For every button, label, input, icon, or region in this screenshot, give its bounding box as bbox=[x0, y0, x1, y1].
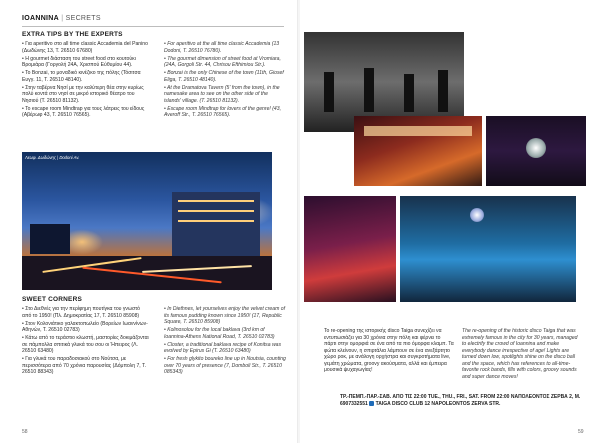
header-section: SECRETS bbox=[65, 15, 101, 22]
sweet-en: • Kolinosolou for the local baklava (3rd km of Ioannina-Athens National Road, T. 26510 02783) bbox=[164, 327, 275, 340]
silhouette bbox=[438, 70, 448, 112]
club-hall-photo bbox=[400, 196, 576, 302]
ad-paragraph-en: The re-opening of the historic disco Taiga that was extremely famous in the city for 30 years, managed to electrify the crowd of Ioannina and make everybody dance irrespective of age! Lights are turned down low, spotlights shine on the disco ball and the space, which has references to all-time-favorite rock bands, fills with colors, groovy sounds and super dance moves! bbox=[462, 328, 578, 380]
tip-gr: • Για aperitivo στο all time classic Accademia del Panino (Δωδώνης 13, Τ. 26510 67680) bbox=[22, 41, 148, 54]
stage-photo bbox=[486, 116, 586, 186]
sweet-gr: • Στον Κολονιάτικο γαλακτοπωλείο (Βορείων Ιωαννίνων-Αθηνών, Τ. 26510 02783) bbox=[22, 320, 148, 334]
photo-caption: Λεωφ. Δωδώνης | Dodoni Av. bbox=[25, 155, 80, 160]
right-page bbox=[300, 0, 600, 443]
sweet-gr: • Για γλυκά του παραδοσιακού στο Νούτσα, με περισσότερα από 70 χρόνια παρουσίας (Δόμπολη 7, Τ. 26510 88343) bbox=[22, 356, 147, 376]
silhouette bbox=[324, 72, 334, 112]
tips-greek-column bbox=[22, 41, 150, 120]
disco-ball bbox=[526, 138, 546, 158]
tip-en: • The gourmet dimension of street food at Vromiara, (24A, Gorgoli Str. 44, Chrisou Efthimiou Str.). bbox=[164, 55, 281, 69]
phone-icon bbox=[369, 401, 374, 406]
header-city: IOANNINA bbox=[22, 15, 60, 22]
silhouette bbox=[404, 74, 414, 112]
header-rule bbox=[22, 26, 284, 27]
ad-text-english bbox=[462, 328, 582, 382]
running-header bbox=[22, 15, 101, 22]
sweet-en: • For fresh glykito boureko line up in Noutsia, counting over 70 years of presence (7, Domboli Str., T. 26510 085343) bbox=[164, 356, 286, 376]
tip-en: • Escape room Mindtrap for lovers of the genre! (43, Averoff Str., T. 26510 76565). bbox=[164, 105, 282, 119]
tip-gr: • Το escape room Mindtrap για τους λάτρεις του είδους (Αβέρωφ 43, Τ. 26510 76565). bbox=[22, 105, 145, 119]
tip-gr: • Στην ταβέρνα Νησί με την καλύτερη θέα στην κυρίως πολύ κοντά στο νησί σε μικρό ιστορικό θέατρο του Νησιού (Τ. 26510 81132). bbox=[22, 84, 144, 104]
tip-en: • For aperitivo at the all time classic Accademia (13 Dodoni, T. 26510 76780). bbox=[164, 41, 280, 54]
left-page bbox=[0, 0, 298, 443]
silhouette bbox=[364, 68, 374, 112]
ad-contact bbox=[340, 394, 590, 407]
ad-text-greek bbox=[324, 328, 454, 375]
ad-paragraph-gr: Το re-opening της ιστορικής disco Taiga συνεχίζει να εντυπωσιάζει για 30 χρόνια στην πόλη και φέρνει το πάρτι στην ομορφιά σε ένα από τα πιο όμορφα κλαμπ. Τα φώτα κλείνουν, η σπιρτάλια λάμπουν σε ένα ανεξάρτητο χώρο ροκ, με ανάλογη ορχήστρα και συγκροτήματα live, γεμάτη χρώματα, groovy ακούσματα, αλλά και έμπειρα μουσικά ψυχαγωγίας! bbox=[324, 328, 454, 373]
contact-english: TAIGA DISCO CLUB 12 NAPOLEONTOS ZERVA STR. bbox=[375, 400, 501, 407]
window-row bbox=[178, 210, 254, 212]
crowd-photo bbox=[304, 196, 396, 302]
bar-counter-photo bbox=[354, 116, 482, 186]
building bbox=[30, 224, 70, 254]
sweet-en: • In Diethnes, let yourselves enjoy the velvet cream of its famous pudding known since 1950! (17, Republic Square, T. 26510 85908) bbox=[164, 306, 285, 325]
tip-gr: • Το Bonzai, το μοναδικό κινέζικο της πόλης (Τόσιτσα Ευγγ. 11, Τ. 26510 48140). bbox=[22, 70, 141, 83]
page-number-left: 58 bbox=[22, 429, 28, 435]
sweet-gr: • Κάτω από το τεράστιο κλωστή, μαστορίες δοκιμάζονται σε πάμπολλα σπιτικά γλυκά του σου οι Ήπειρος (Λ. 26510 63480) bbox=[22, 335, 149, 355]
window-row bbox=[178, 200, 254, 202]
tips-english-column bbox=[164, 41, 286, 120]
sweets-greek-column bbox=[22, 306, 150, 377]
sweet-en: • Closter, a traditional baklava recipe of Konitsa was evolved by Epirus Gi (T. 26510 63480) bbox=[164, 341, 282, 355]
page-number-right: 59 bbox=[578, 429, 584, 435]
contact-greek: ΤΡ.-ΠΕΜΠ.-ΠΑΡ.-ΣΑΒ. ΑΠΟ ΤΙΣ 22:00 TUE., THU., FRI., SAT. FROM 22:00 ΝΑΠΟΛΕΟΝΤΟΣ ΖΕΡΒΑ 2, Μ. 6907332551 bbox=[340, 394, 581, 407]
window-row bbox=[178, 220, 254, 222]
sweet-gr: • Στο Διεθνές για την περίφημη πουτίγκα του γνωστό από το 1950! (Πλ. Δημοκρατίας 17, Τ. 26510 85908) bbox=[22, 306, 140, 319]
disco-ball bbox=[470, 208, 484, 222]
tip-en: • Bonzai is the only Chinese of the town (11th, Giosef Eliga, T. 26510 48140). bbox=[164, 70, 284, 83]
tip-en: • At the Dramatova Tavern (5' from the town), in the namesake area to see on the other side of the islands' village. (T. 26510 81132). bbox=[164, 84, 280, 104]
city-night-photo bbox=[22, 152, 272, 290]
bar-lights bbox=[364, 126, 472, 136]
sweets-english-column bbox=[164, 306, 286, 377]
tip-gr: • Η gourmet διάσταση του street food στο κουτούκι Βρομιάρα (Γοργολή 24Α, Χρισπού Εύθυμίου 44). bbox=[22, 55, 136, 69]
section-title-sweet-corners: SWEET CORNERS bbox=[22, 296, 83, 303]
section-title-extra-tips: EXTRA TIPS BY THE EXPERTS bbox=[22, 31, 123, 38]
header-separator: | bbox=[61, 15, 64, 22]
